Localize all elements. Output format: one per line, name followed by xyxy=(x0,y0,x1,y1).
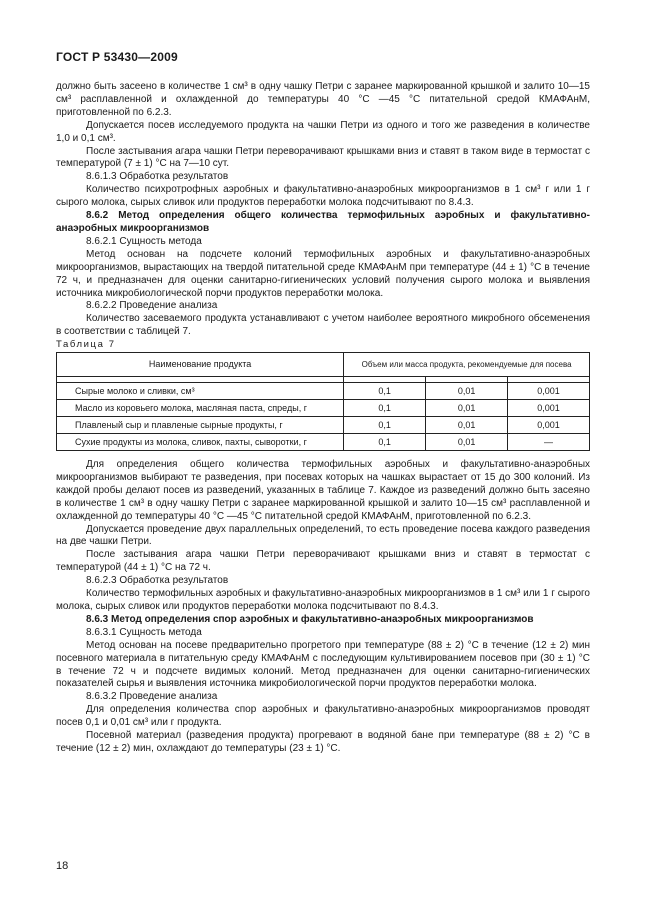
header-volume: Объем или масса продукта, рекомендуемые для посева xyxy=(344,353,590,377)
product-name-cell: Масло из коровьего молока, масляная паста, спреды, г xyxy=(57,400,344,417)
paragraph: Количество термофильных аэробных и факультативно-анаэробных микроорганизмов в 1 см³ или 1 г сырого молока, сырых сливок или продуктов переработки молока подсчитывают по 8.4.3. xyxy=(56,588,590,612)
paragraphs-bottom xyxy=(56,459,590,756)
table-row xyxy=(57,434,590,451)
value-cell: 0,01 xyxy=(426,417,508,434)
value-cell: 0,001 xyxy=(508,417,590,434)
paragraph: 8.6.2 Метод определения общего количества термофильных аэробных и факультативно-анаэробных микроорганизмов xyxy=(56,210,590,234)
value-cell: 0,01 xyxy=(426,400,508,417)
paragraph: Допускается посев исследуемого продукта на чашки Петри из одного и того же разведения в количестве 1,0 и 0,1 см³. xyxy=(56,119,590,144)
product-name-cell: Сухие продукты из молока, сливок, пахты, сыворотки, г xyxy=(57,434,344,451)
paragraph: 8.6.3.2 Проведение анализа xyxy=(86,691,218,703)
value-cell: 0,01 xyxy=(426,383,508,400)
paragraph: Для определения количества спор аэробных и факультативно-анаэробных микроорганизмов проводят посев 0,1 и 0,01 см³ или г продукта. xyxy=(56,704,590,729)
paragraph: После застывания агара чашки Петри переворачивают крышками вниз и ставят в таком виде в термостат с температурой (7 ± 1) °С на 7—10 сут. xyxy=(56,145,590,170)
value-cell: 0,001 xyxy=(508,400,590,417)
paragraph: Допускается проведение двух параллельных определений, то есть проведение посева каждого разведения на две чашки Петри. xyxy=(56,523,590,548)
paragraphs-top xyxy=(56,81,590,339)
paragraph: После застывания агара чашки Петри переворачивают крышками вниз и ставят в термостат с температурой (44 ± 1) °С на 72 ч. xyxy=(56,549,590,574)
value-cell: 0,001 xyxy=(508,383,590,400)
paragraph: Для определения общего количества термофильных аэробных и факультативно-анаэробных микроорганизмов выбирают те разведения, при посевах которых на чашках вырастает от 15 до 300 колоний. Из каждой пробы делают посев из разведений, указанных в таблице 7. Каждое из разведений должно быть засеяно в количестве 1 см³ в одну чашку Петри с заранее маркированной крышкой и залито 10—15 см³ расплавленной и охлажденной до температуры 40 °С —45 °С питательной средой КМАФАнМ, приготовленной по 6.2.3. xyxy=(56,459,590,522)
paragraph: 8.6.3.1 Сущность метода xyxy=(86,626,202,638)
paragraph: должно быть засеено в количестве 1 см³ в одну чашку Петри с заранее маркированной крышкой и залито 10—15 см³ расплавленной и охлажденной до температуры 40 °С —45 °С питательной средой КМАФАнМ, приготовленной по 6.2.3. xyxy=(56,81,590,118)
table-row xyxy=(57,400,590,417)
value-cell: 0,1 xyxy=(344,383,426,400)
paragraph: Посевной материал (разведения продукта) прогревают в водяной бане при температуре (88 ± 2) °С в течение (12 ± 2) мин, охлаждают до температуры (23 ± 1) °С. xyxy=(56,730,590,754)
table-7 xyxy=(56,352,590,451)
product-name-cell: Плавленый сыр и плавленые сырные продукты, г xyxy=(57,417,344,434)
header-product-name: Наименование продукта xyxy=(57,353,344,377)
paragraph: 8.6.1.3 Обработка результатов xyxy=(86,171,229,183)
paragraph: Метод основан на подсчете колоний термофильных аэробных и факультативно-анаэробных микроорганизмов, вырастающих на твердой питательной среде КМАФАнМ при температуре (44 ± 1) °С в течение 72 ч, и предназначен для оценки санитарно-гигиенических условий получения сырого молока и выявления источника микробиологической порчи продуктов переработки молока. xyxy=(56,248,590,299)
paragraph: Количество засеваемого продукта устанавливают с учетом наиболее вероятного микробного обсеменения в соответствии с таблицей 7. xyxy=(56,313,590,338)
value-cell: 0,01 xyxy=(426,434,508,451)
table-row xyxy=(57,417,590,434)
paragraph: Количество психротрофных аэробных и факультативно-анаэробных микроорганизмов в 1 см³ г или 1 г сырого молока, сырых сливок или продуктов переработки молока подсчитывают по 8.4.3. xyxy=(56,184,590,209)
document-header: ГОСТ Р 53430—2009 xyxy=(56,50,178,64)
table-header-row xyxy=(57,353,590,377)
table-caption: Таблица 7 xyxy=(56,339,116,351)
table-row xyxy=(57,383,590,400)
paragraph: Метод основан на посеве предварительно прогретого при температуре (88 ± 2) °С в течение (12 ± 2) мин посевного материала в питательную среду КМАФАнМ с последующим культивированием посевов при (30 ± 1) °С в течение 72 ч и подсчете видимых колоний. Метод предназначен для оценки санитарно-гигиенических показателей сырья и выявления источника микробиологической порчи продуктов переработки молока. xyxy=(56,639,590,690)
paragraph: 8.6.3 Метод определения спор аэробных и факультативно-анаэробных микроорганизмов xyxy=(86,613,534,625)
paragraph: 8.6.2.1 Сущность метода xyxy=(86,235,202,247)
value-cell: 0,1 xyxy=(344,400,426,417)
value-cell: 0,1 xyxy=(344,417,426,434)
paragraph: 8.6.2.3 Обработка результатов xyxy=(86,575,229,587)
document-body xyxy=(56,81,590,756)
product-name-cell: Сырые молоко и сливки, см³ xyxy=(57,383,344,400)
page-number: 18 xyxy=(56,860,69,872)
value-cell: 0,1 xyxy=(344,434,426,451)
paragraph: 8.6.2.2 Проведение анализа xyxy=(86,300,218,312)
value-cell: — xyxy=(508,434,590,451)
